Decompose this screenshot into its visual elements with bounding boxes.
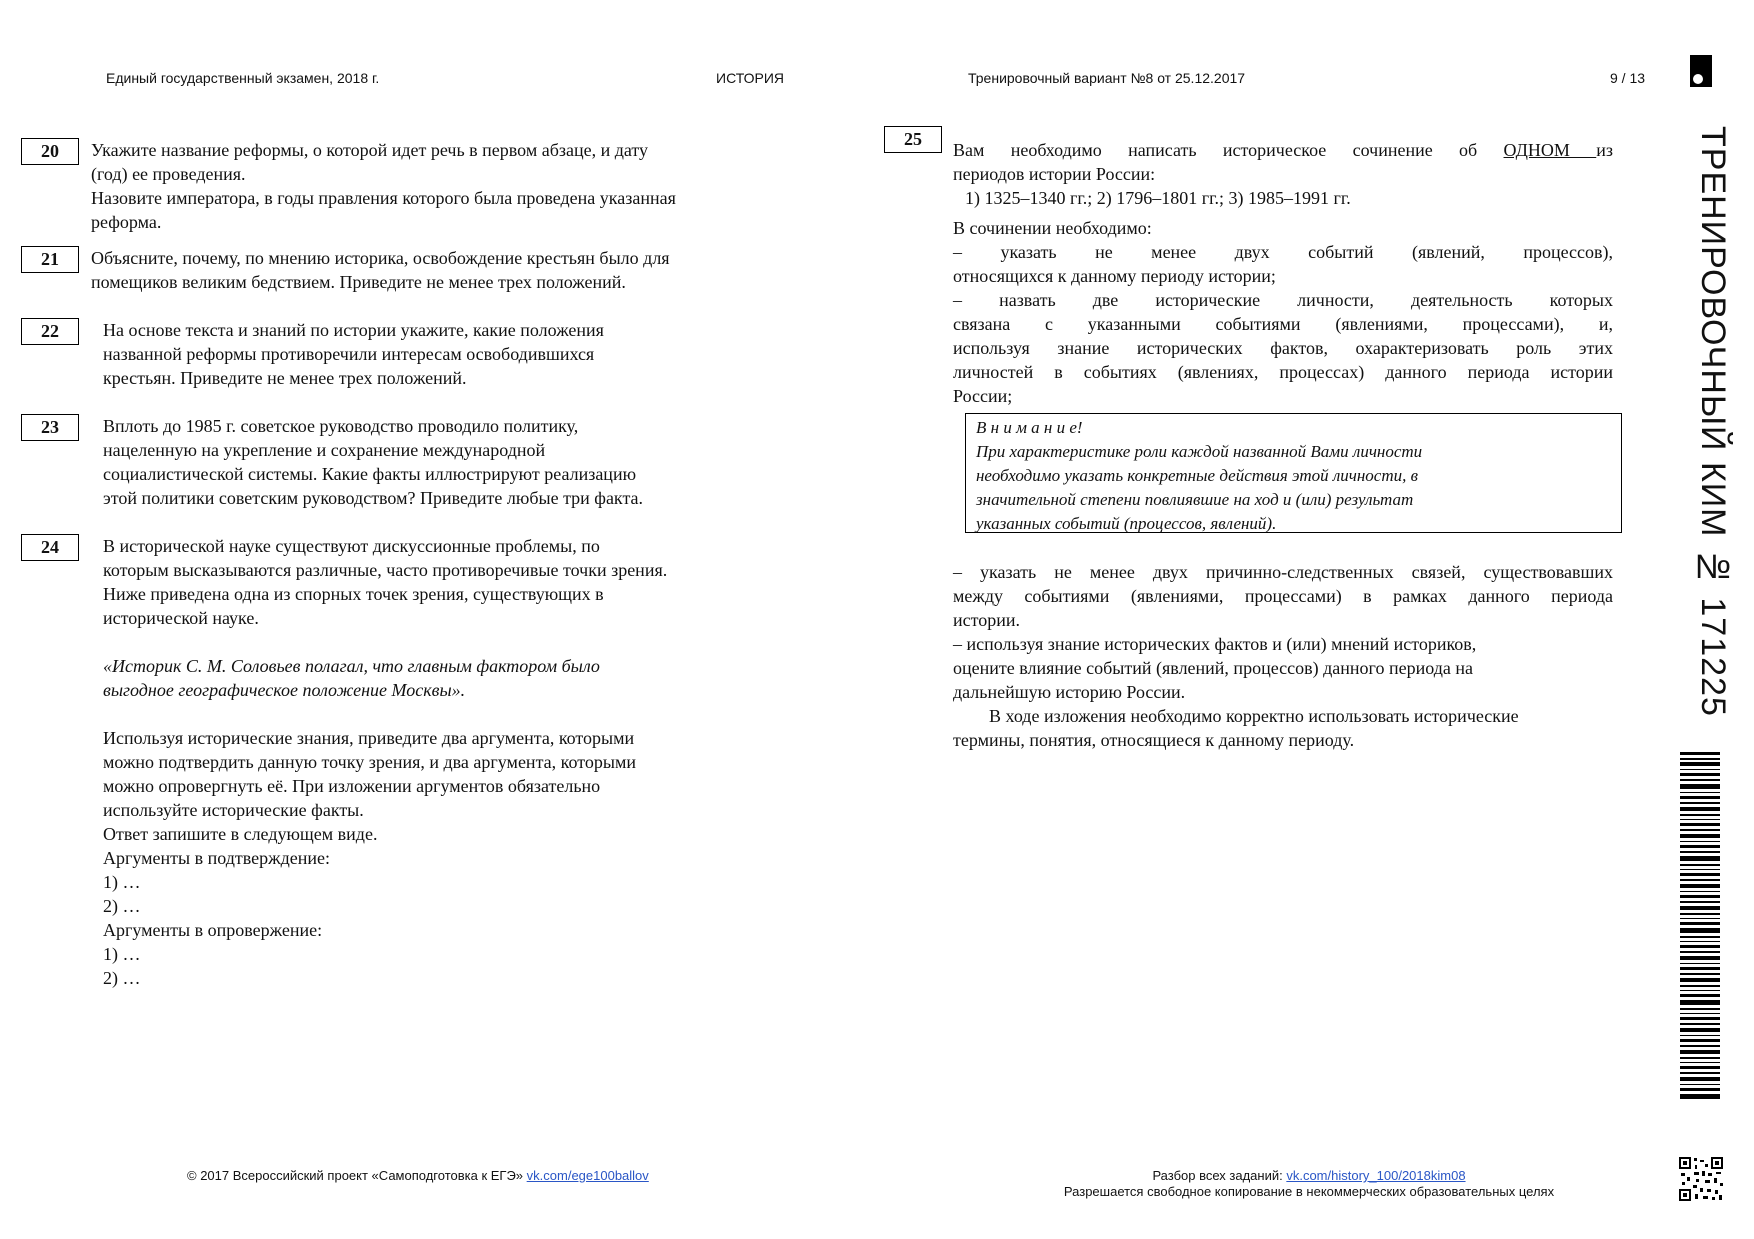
attention-line: необходимо указать конкретные действия этой личности, в — [976, 466, 1418, 485]
q24-quote: выгодное географическое положение Москвы». — [103, 680, 466, 700]
header-subject: ИСТОРИЯ — [716, 70, 785, 86]
q24-line: можно подтвердить данную точку зрения, и два аргумента, которыми — [103, 752, 636, 772]
q22-line: крестьян. Приведите не менее трех положений. — [103, 368, 467, 388]
q23-line: этой политики советским руководством? Приведите любые три факта. — [103, 488, 644, 508]
qr-code-icon — [1678, 1156, 1724, 1202]
q20-line: реформа. — [91, 212, 162, 232]
question-25-continued — [953, 560, 1613, 752]
question-21 — [91, 246, 791, 294]
q25-periods: 1) 1325–1340 гг.; 2) 1796–1801 гг.; 3) 1985–1991 гг. — [965, 188, 1351, 208]
footer-left-link[interactable]: vk.com/ege100ballov — [526, 1168, 649, 1183]
q25-line: истории. — [953, 610, 1021, 630]
q24-line: Ниже приведена одна из спорных точек зрения, существующих в — [103, 584, 604, 604]
question-22 — [103, 318, 783, 390]
question-number-25: 25 — [884, 126, 942, 153]
q25-line: России; — [953, 386, 1013, 406]
footer-right: Разбор всех заданий: vk.com/history_100/2018kim08 Разрешается свободное копирование в некоммерческих образовательных целях — [1029, 1168, 1589, 1200]
q25-line: В ходе изложения необходимо корректно использовать исторические — [989, 706, 1519, 726]
q25-line: В сочинении необходимо: — [953, 218, 1152, 238]
q24-line: В исторической науке существуют дискуссионные проблемы, по — [103, 536, 600, 556]
q24-line: 1) … — [103, 944, 141, 964]
q25-line: – используя знание исторических фактов и (или) мнений историков, — [953, 634, 1477, 654]
q25-line: – назвать две исторические личности, деятельность которых — [953, 290, 1613, 310]
q24-quote: «Историк С. М. Соловьев полагал, что главным фактором было — [103, 656, 600, 676]
footer-copyright-note: Разрешается свободное копирование в некоммерческих образовательных целях — [1063, 1184, 1555, 1199]
q24-line: 1) … — [103, 872, 141, 892]
q25-line: Вам необходимо написать историческое сочинение об ОДНОМ из — [953, 140, 1613, 160]
header-variant: Тренировочный вариант №8 от 25.12.2017 — [968, 70, 1246, 86]
q24-line: используйте исторические факты. — [103, 800, 364, 820]
q24-line: Аргументы в опровержение: — [103, 920, 323, 940]
q23-line: Вплоть до 1985 г. советское руководство проводило политику, — [103, 416, 579, 436]
q21-line: Объясните, почему, по мнению историка, освобождение крестьян было для — [91, 248, 670, 268]
q23-line: социалистической системы. Какие факты иллюстрируют реализацию — [103, 464, 637, 484]
question-number-21: 21 — [21, 246, 79, 273]
q25-line: – указать не менее двух причинно-следственных связей, существовавших — [953, 562, 1613, 582]
q25-line: оцените влияние событий (явлений, процессов) данного периода на — [953, 658, 1473, 678]
q25-line: между событиями (явлениями, процессами) в рамках данного периода — [953, 586, 1613, 606]
q24-line: Ответ запишите в следующем виде. — [103, 824, 378, 844]
attention-line: При характеристике роли каждой названной Вами личности — [976, 442, 1423, 461]
barcode-icon — [1680, 752, 1720, 1102]
question-24 — [103, 534, 783, 990]
attention-box — [965, 413, 1622, 533]
question-number-24: 24 — [21, 534, 79, 561]
q24-line: Используя исторические знания, приведите два аргумента, которыми — [103, 728, 635, 748]
attention-line: значительной степени повлиявшие на ход и (или) результат — [976, 490, 1414, 509]
side-title: ТРЕНИРОВОЧНЫЙ КИМ № 171225 — [1694, 126, 1732, 717]
q24-line: 2) … — [103, 968, 141, 988]
q20-line: (год) ее проведения. — [91, 164, 246, 184]
q24-line: 2) … — [103, 896, 141, 916]
q21-line: помещиков великим бедствием. Приведите не менее трех положений. — [91, 272, 626, 292]
q25-line: личностей в событиях (явлениях, процессах) данного периода истории — [953, 362, 1613, 382]
q24-line: можно опровергнуть её. При изложении аргументов обязательно — [103, 776, 601, 796]
q25-line: связана с указанными событиями (явлениями, процессами), и, — [953, 314, 1613, 334]
q22-line: На основе текста и знаний по истории укажите, какие положения — [103, 320, 604, 340]
question-number-22: 22 — [21, 318, 79, 345]
q25-line: термины, понятия, относящиеся к данному периоду. — [953, 730, 1355, 750]
q23-line: нацеленную на укрепление и сохранение международной — [103, 440, 546, 460]
question-number-20: 20 — [21, 138, 79, 165]
question-23 — [103, 414, 783, 510]
question-number-23: 23 — [21, 414, 79, 441]
q25-line: – указать не менее двух событий (явлений, процессов), — [953, 242, 1613, 262]
question-20 — [91, 138, 791, 234]
q20-line: Укажите название реформы, о которой идет речь в первом абзаце, и дату — [91, 140, 649, 160]
q22-line: названной реформы противоречили интересам освободившихся — [103, 344, 595, 364]
question-25 — [953, 138, 1613, 408]
header-page: 9 / 13 — [1610, 70, 1646, 86]
attention-title: В н и м а н и е! — [976, 418, 1083, 437]
footer-right-link[interactable]: vk.com/history_100/2018kim08 — [1286, 1168, 1466, 1183]
q24-line: Аргументы в подтверждение: — [103, 848, 330, 868]
q25-line: относящихся к данному периоду истории; — [953, 266, 1276, 286]
q25-line: дальнейшую историю России. — [953, 682, 1186, 702]
q25-line: периодов истории России: — [953, 164, 1156, 184]
q24-line: которым высказываются различные, часто противоречивые точки зрения. — [103, 560, 668, 580]
header-exam: Единый государственный экзамен, 2018 г. — [106, 70, 380, 86]
q25-line: используя знание исторических фактов, охарактеризовать роль этих — [953, 338, 1613, 358]
q20-line: Назовите императора, в годы правления которого была проведена указанная — [91, 188, 676, 208]
footer-left: © 2017 Всероссийский проект «Самоподготовка к ЕГЭ» vk.com/ege100ballov — [187, 1168, 649, 1183]
attention-line: указанных событий (процессов, явлений). — [976, 514, 1277, 533]
q25-emphasis: ОДНОМ — [1503, 140, 1597, 160]
corner-marker — [1690, 55, 1712, 87]
q24-line: исторической науке. — [103, 608, 259, 628]
